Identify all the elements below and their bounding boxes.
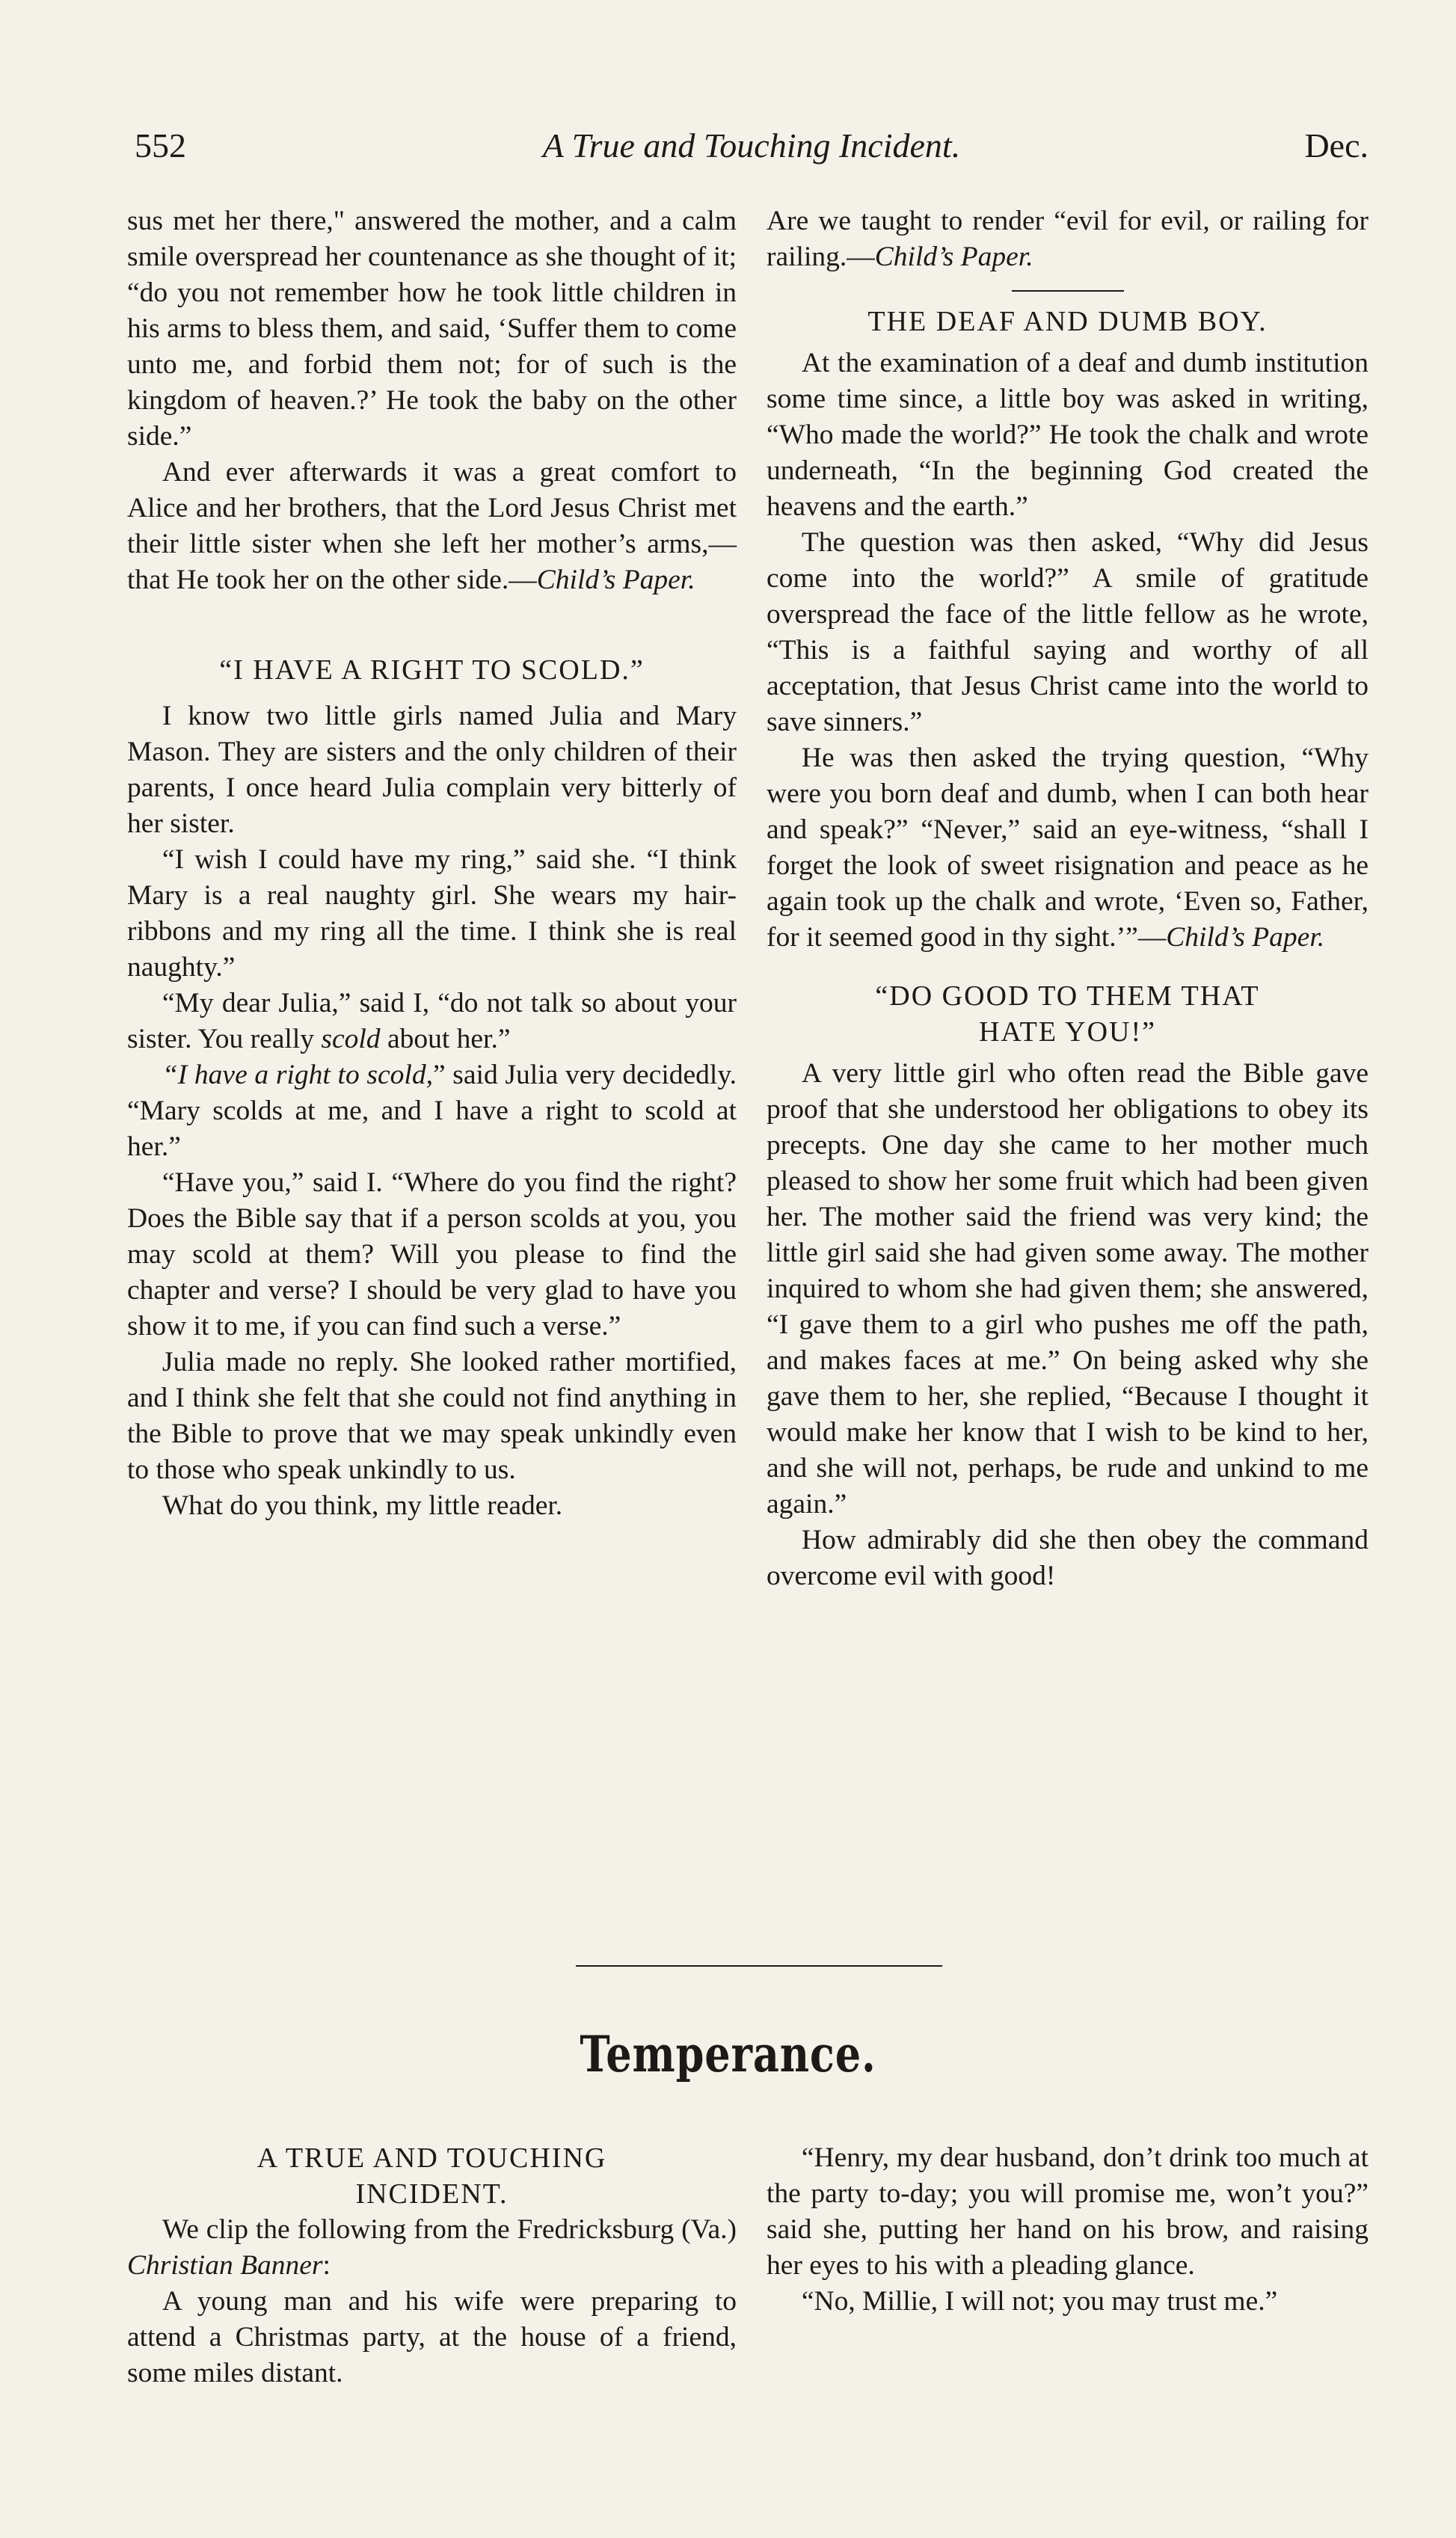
paragraph xyxy=(767,203,1369,275)
source-credit: Child’s Paper. xyxy=(874,242,1033,272)
article-heading-line: A TRUE AND TOUCHING xyxy=(257,2142,607,2174)
column-right-top xyxy=(767,203,1369,1594)
paragraph-text: Are we taught to render “evil for evil, or railing for railing.— xyxy=(767,206,1369,272)
month-label: Dec. xyxy=(1304,126,1369,165)
article-heading: THE DEAF AND DUMB BOY. xyxy=(867,306,1268,337)
article-heading-line: “DO GOOD TO THEM THAT xyxy=(875,980,1260,1012)
article-heading: “I HAVE A RIGHT TO SCOLD.” xyxy=(219,654,645,686)
column-left-top xyxy=(127,203,737,1524)
paragraph-text: : xyxy=(322,2250,331,2281)
page-number: 552 xyxy=(135,126,186,165)
paragraph xyxy=(127,1057,737,1165)
source-credit: Child’s Paper. xyxy=(536,565,695,595)
paragraph: Julia made no reply. She looked rather mortified, and I think she felt that she could not find anything in the Bible to prove that we may speak unkindly even to those who speak unkindly to us. xyxy=(127,1347,737,1485)
paragraph: A young man and his wife were preparing to attend a Christmas party, at the house of a friend, some miles distant. xyxy=(127,2286,737,2388)
section-divider xyxy=(576,1965,942,1967)
paragraph xyxy=(127,455,737,598)
paragraph: “Henry, my dear husband, don’t drink too much at the party to-day; you will promise me, won’t you?” said she, putting her hand on his brow, and raising her eyes to his with a pleading glance. xyxy=(767,2142,1369,2281)
section-title: Temperance. xyxy=(580,2025,876,2083)
paragraph: At the examination of a deaf and dumb institution some time since, a little boy was asked in writing, “Who made the world?” He took the chalk and wrote underneath, “In the beginning God created the heavens and the earth.” xyxy=(767,348,1369,522)
paragraph: What do you think, my little reader. xyxy=(162,1490,563,1521)
emphasis: “I have a right to scold, xyxy=(162,1060,433,1090)
paragraph xyxy=(127,986,737,1057)
paragraph-text: And ever afterwards it was a great comfort to Alice and her brothers, that the Lord Jesus Christ met their little sister when she left her mother’s arms,—that He took her on the other side.— xyxy=(127,457,737,595)
paragraph: sus met her there," answered the mother, and a calm smile overspread her countenance as she thought of it; “do you not remember how he took little children in his arms to bless them, and said, ‘Suffer them to come unto me, and forbid them not; for of such is the kingdom of heaven.?’ He took the baby on the other side.” xyxy=(127,206,737,452)
paragraph: How admirably did she then obey the command overcome evil with good! xyxy=(767,1525,1369,1591)
emphasis: scold xyxy=(321,1024,381,1054)
paragraph: I know two little girls named Julia and Mary Mason. They are sisters and the only children of their parents, I once heard Julia complain very bitterly of her sister. xyxy=(127,701,737,839)
paragraph: “Have you,” said I. “Where do you find the right? Does the Bible say that if a person scolds at you, you may scold at them? Will you please to find the chapter and verse? I should be very glad to have you show it to me, if you can find such a verse.” xyxy=(127,1167,737,1342)
paragraph: A very little girl who often read the Bible gave proof that she understood her obligations to obey its precepts. One day she came to her mother much pleased to show her some fruit which had been given her. The mother said the friend was very kind; the little girl said she had given some away. The mother inquired to whom she had given them; she answered, “I gave them to a girl who pushes me off the path, and makes faces at me.” On being asked why she gave them to her, she replied, “Because I thought it would make her know that I wish to be kind to her, and she will not, perhaps, be rude and unkind to me again.” xyxy=(767,1058,1369,1520)
paragraph xyxy=(767,740,1369,956)
paragraph: “No, Millie, I will not; you may trust me.” xyxy=(801,2286,1278,2317)
page-header xyxy=(135,126,1369,170)
source-credit: Child’s Paper. xyxy=(1166,922,1325,953)
paragraph-text: He was then asked the trying question, “Why were you born deaf and dumb, when I can both hear and speak?” “Never,” said an eye-witness, “shall I forget the look of sweet risignation and peace as he again took up the chalk and wrote, ‘Even so, Father, for it seemed good in thy sight.’”— xyxy=(767,743,1369,953)
emphasis: Christian Banner xyxy=(127,2250,323,2281)
paragraph-text: about her.” xyxy=(380,1024,511,1054)
paragraph: The question was then asked, “Why did Jesus come into the world?” A smile of gratitude overspread the face of the little fellow as he wrote, “This is a faithful saying and worthy of all acceptation, that Jesus Christ came into the world to save sinners.” xyxy=(767,527,1369,737)
article-heading-line: HATE YOU!” xyxy=(978,1016,1157,1048)
paragraph xyxy=(127,2212,737,2284)
column-right-bottom xyxy=(767,2140,1369,2320)
paragraph-text: We clip the following from the Fredricksburg (Va.) xyxy=(162,2214,737,2245)
article-heading-line: INCIDENT. xyxy=(355,2178,509,2210)
paragraph: “I wish I could have my ring,” said she. “I think Mary is a real naughty girl. She wears my hair-ribbons and my ring all the time. I think she is real naughty.” xyxy=(127,844,737,983)
paragraph-text: “My dear Julia,” said I, “do not talk so about your sister. You really xyxy=(127,988,737,1054)
running-title: A True and Touching Incident. xyxy=(542,126,961,165)
column-left-bottom xyxy=(127,2140,737,2391)
paragraph-text: ” said Julia very decidedly. “Mary scolds at me, and I have a right to scold at her.” xyxy=(127,1060,737,1162)
